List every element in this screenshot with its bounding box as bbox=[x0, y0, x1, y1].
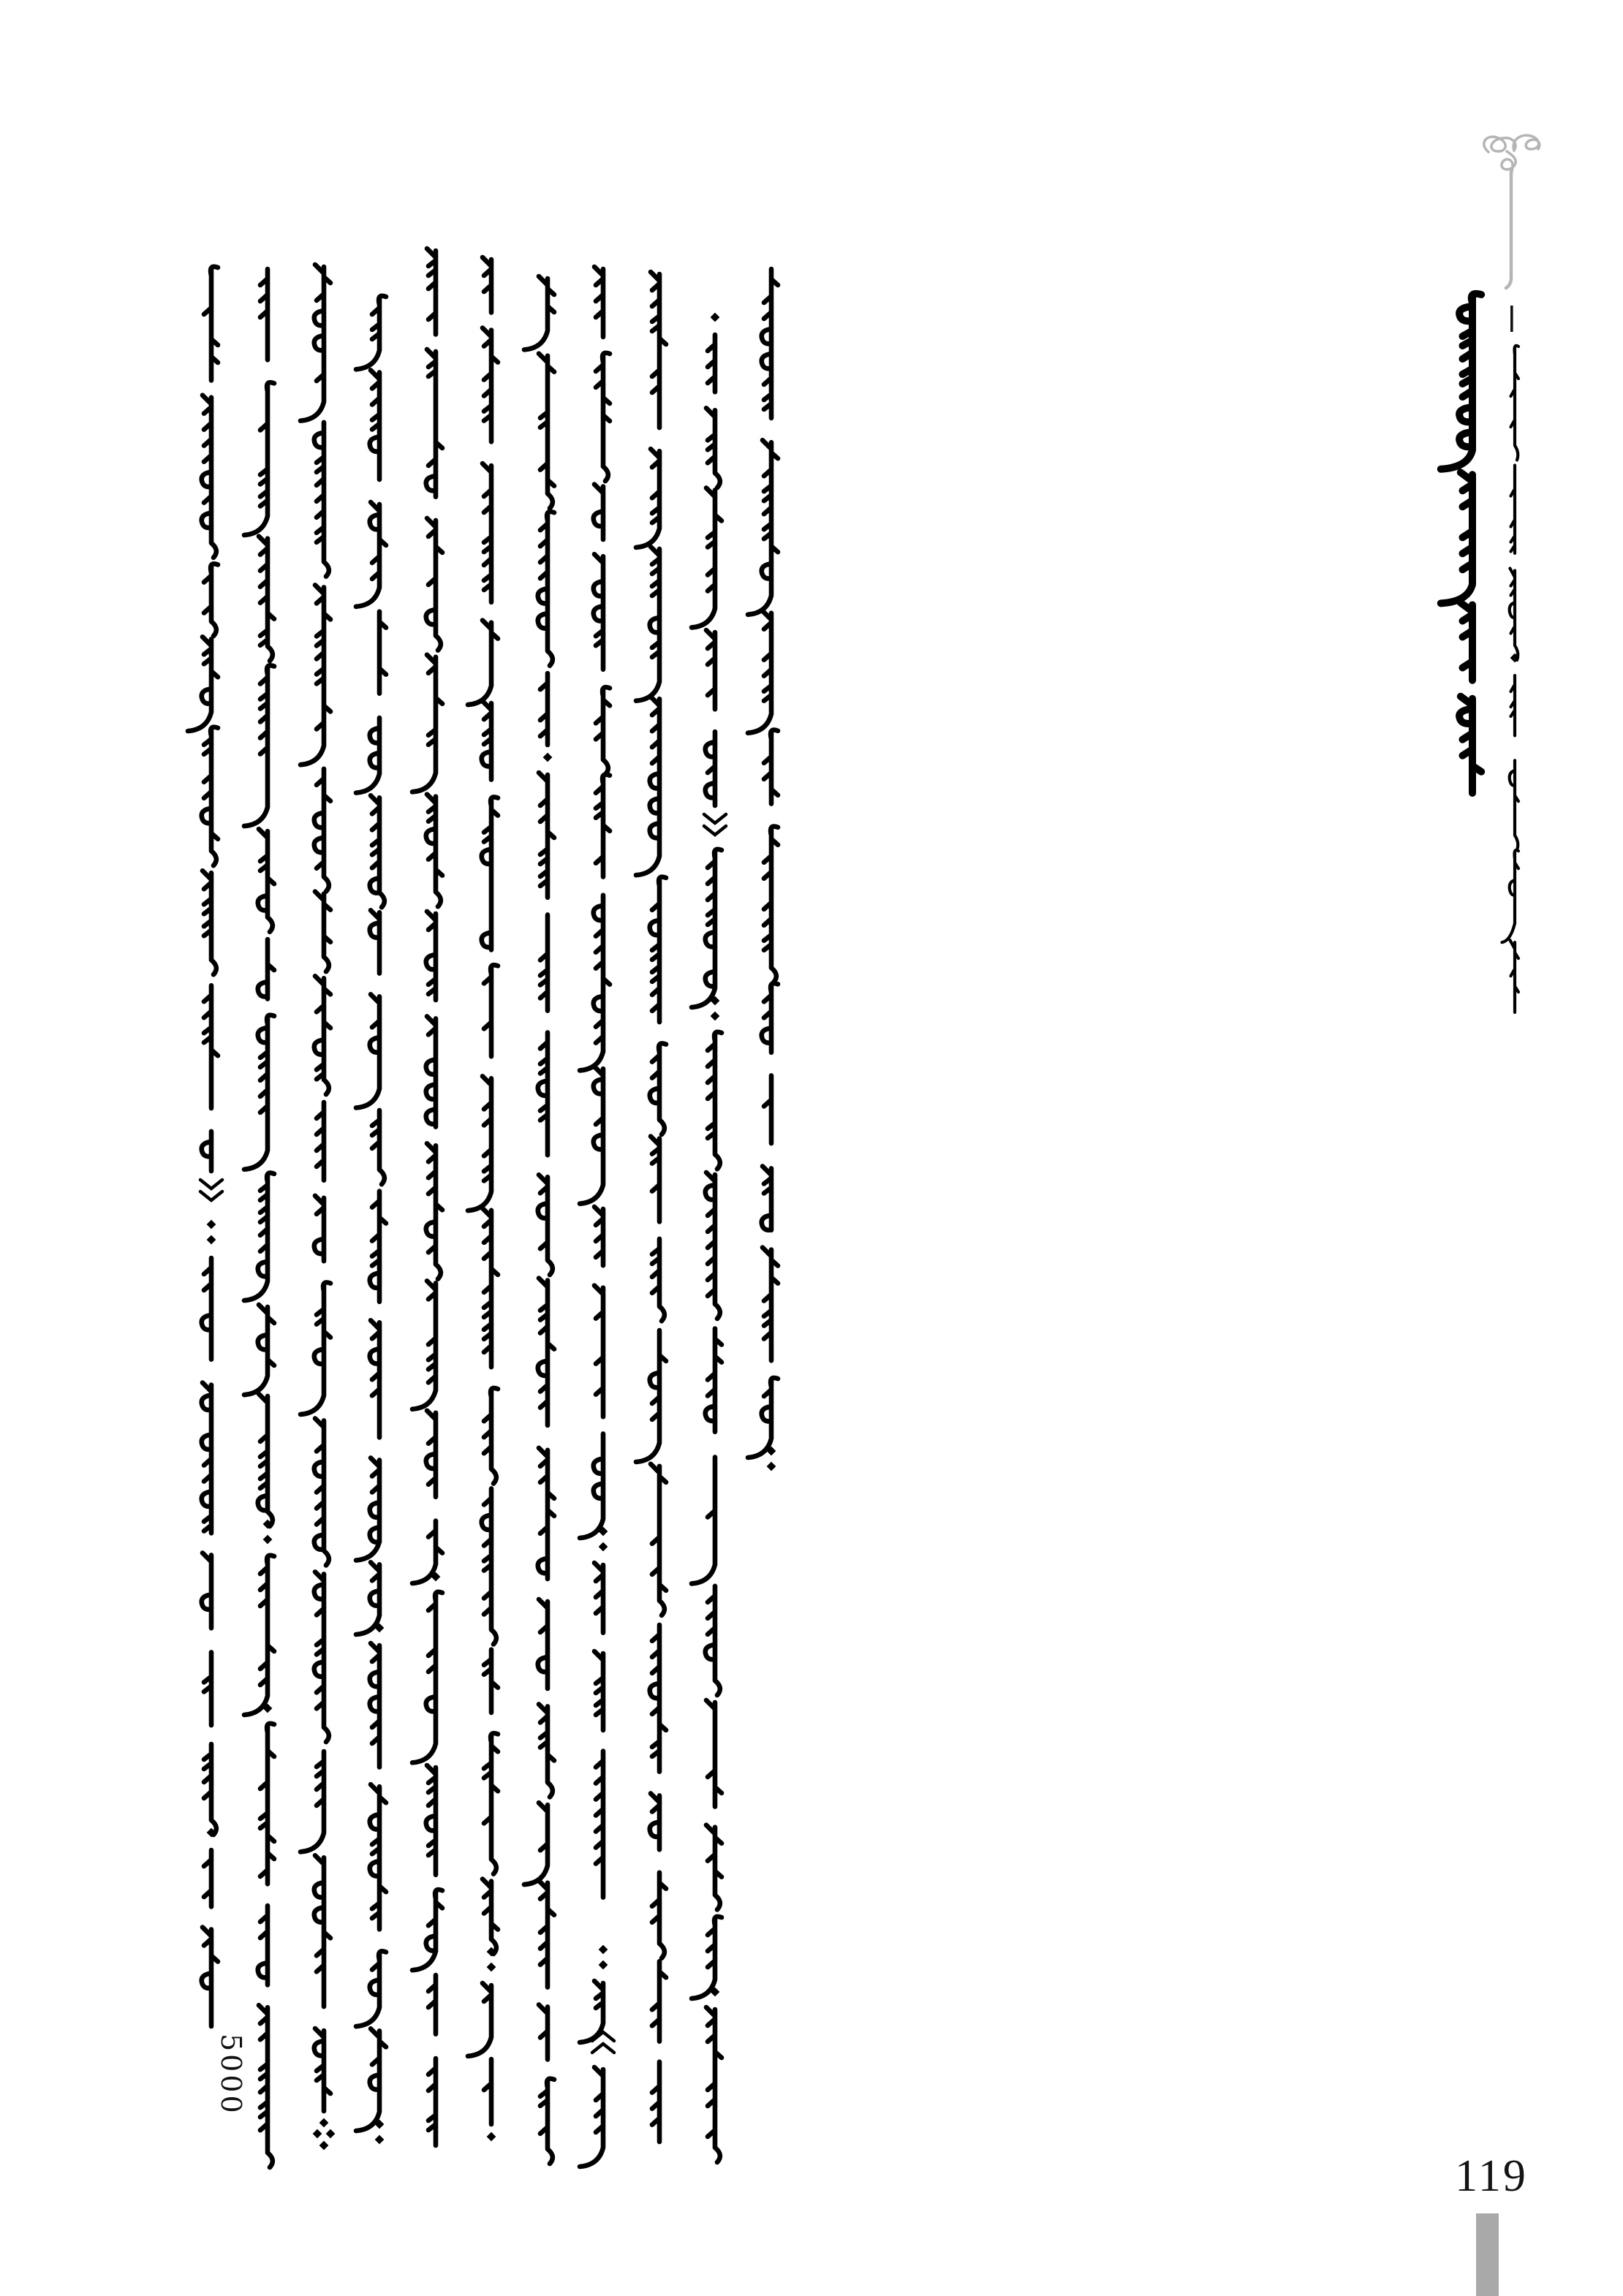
page-number: 119 bbox=[1455, 2151, 1528, 2201]
body-text-line-4 bbox=[356, 296, 386, 2145]
body-text-line-9 bbox=[636, 272, 666, 2142]
body-text-line-6 bbox=[468, 257, 498, 2141]
body-text-line-7 bbox=[524, 276, 554, 2164]
header-book-title bbox=[1502, 346, 1519, 1012]
body-text-line-11 bbox=[748, 269, 778, 1471]
body-text-line-1 bbox=[188, 267, 247, 2116]
body-text-line-2 bbox=[244, 269, 274, 2167]
page-edge-bar bbox=[1476, 2213, 1499, 2296]
svg-text:5000: 5000 bbox=[215, 2034, 247, 2116]
body-text-line-5 bbox=[412, 249, 442, 2145]
body-text-line-8 bbox=[580, 267, 614, 2167]
header-dash bbox=[1510, 306, 1513, 332]
calligraphic-flourish-icon bbox=[1484, 135, 1540, 288]
header-chapter-title bbox=[1441, 294, 1481, 793]
body-text-line-10 bbox=[692, 313, 726, 2162]
body-text-line-3 bbox=[300, 265, 335, 2150]
